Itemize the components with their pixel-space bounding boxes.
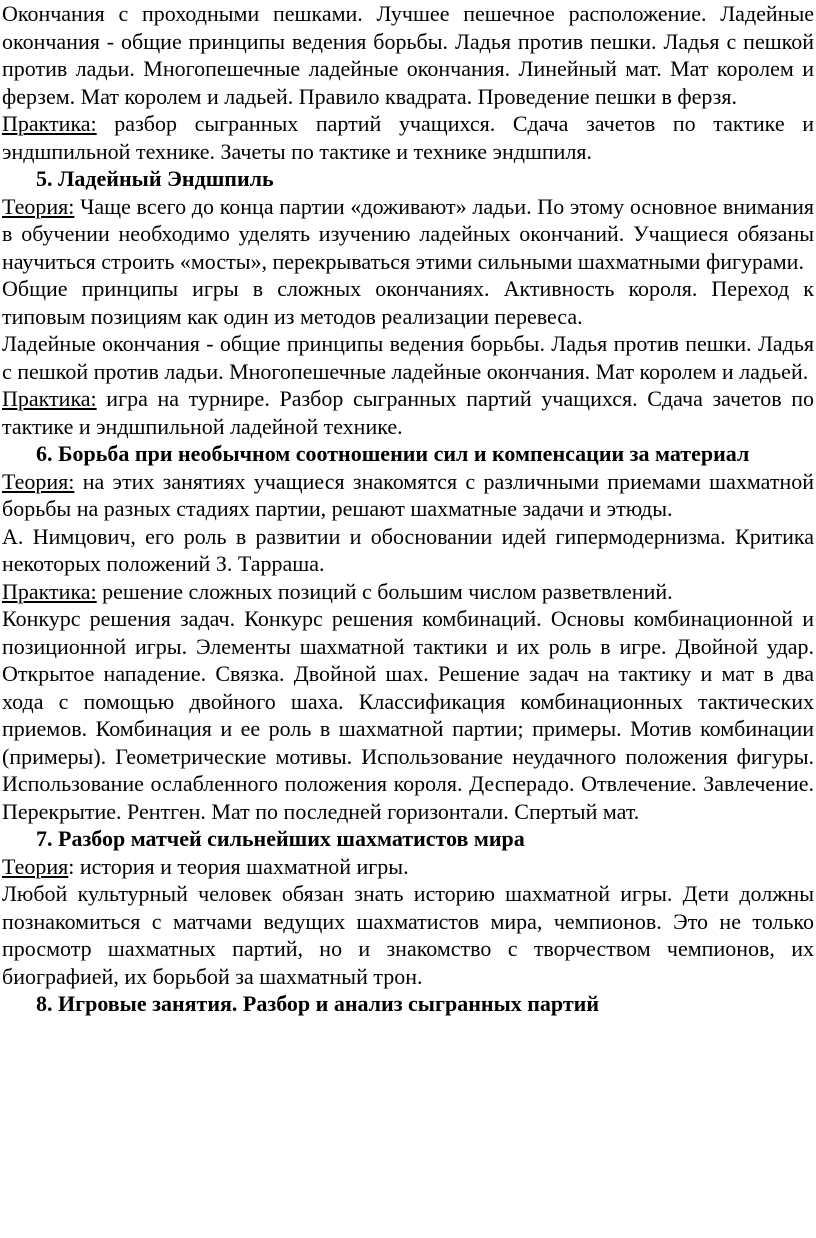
paragraph-practice-5 <box>2 385 814 440</box>
theory-text: на этих занятиях учащиеся знакомятся с различными приемами шахматной борьбы на разных стадиях партии, решают шахматные задачи и этюды. <box>2 468 814 521</box>
paragraph-combinations: Конкурс решения задач. Конкурс решения комбинаций. Основы комбинационной и позиционной игры. Элементы шахматной тактики и их роль в игре. Двойной удар. Открытое нападение. Связка. Двойной шах. Решение задач на тактику и мат в два хода с помощью двойного шаха. Классификация комбинационных тактических приемов. Комбинация и ее роль в шахматной партии; примеры. Мотив комбинации (примеры). Геометрические мотивы. Использование неудачного положения фигуры. Использование ослабленного положения короля. Десперадо. Отвлечение. Завлечение. Перекрытие. Рентген. Мат по последней горизонтали. Спертый мат. <box>2 606 814 824</box>
theory-label: Теория: <box>2 468 75 494</box>
theory-label: Теория <box>2 853 69 879</box>
paragraph-rook-endings: Ладейные окончания - общие принципы ведения борьбы. Ладья против пешки. Ладья с пешкой против ладьи. Многопешечные ладейные окончания. Мат королем и ладьей. <box>2 331 814 384</box>
practice-text: разбор сыгранных партий учащихся. Сдача зачетов по тактике и эндшпильной технике. Зачеты по тактике и технике эндшпиля. <box>2 111 814 164</box>
paragraph-theory-5 <box>2 193 814 276</box>
paragraph-practice-1 <box>2 110 814 165</box>
practice-label: Практика: <box>2 578 97 604</box>
paragraph-chess-history: Любой культурный человек обязан знать историю шахматной игры. Дети должны познакомиться с матчами ведущих шахматистов мира, чемпионов. Это не только просмотр шахматных партий, но и знакомство с творчеством чемпионов, их биографией, их борьбой за шахматный трон. <box>2 881 814 989</box>
practice-label: Практика: <box>2 111 97 136</box>
paragraph-general-principles: Общие принципы игры в сложных окончаниях. Активность короля. Переход к типовым позициям как один из методов реализации перевеса. <box>2 276 814 329</box>
section-heading-5: 5. Ладейный Эндшпиль <box>36 166 274 191</box>
section-heading-6: 6. Борьба при необычном соотношении сил и компенсации за материал <box>36 441 750 466</box>
section-heading-7: 7. Разбор матчей сильнейших шахматистов мира <box>36 826 525 851</box>
section-heading-8: 8. Игровые занятия. Разбор и анализ сыгранных партий <box>36 991 600 1016</box>
paragraph-practice-6 <box>2 578 814 606</box>
paragraph-nimzowitsch: А. Нимцович, его роль в развитии и обосновании идей гипермодернизма. Критика некоторых положений З. Тарраша. <box>2 523 814 576</box>
practice-label: Практика: <box>2 386 97 411</box>
practice-text: игра на турнире. Разбор сыгранных партий учащихся. Сдача зачетов по тактике и эндшпильной ладейной технике. <box>2 386 814 439</box>
paragraph-theory-7 <box>2 853 814 881</box>
paragraph-theory-6 <box>2 468 814 523</box>
theory-text: : история и теория шахматной игры. <box>68 853 409 879</box>
practice-text: решение сложных позиций с большим числом разветвлений. <box>96 578 673 604</box>
paragraph-endings-intro: Окончания с проходными пешками. Лучшее пешечное расположение. Ладейные окончания - общие принципы ведения борьбы. Ладья против пешки. Ладья с пешкой против ладьи. Многопешечные ладейные окончания. Линейный мат. Мат королем и ферзем. Мат королем и ладьей. Правило квадрата. Проведение пешки в ферзя. <box>2 1 814 109</box>
theory-label: Теория: <box>2 193 75 219</box>
theory-text: Чаще всего до конца партии «доживают» ладьи. По этому основное внимания в обучении необходимо уделять изучению ладейных окончаний. Учащиеся обязаны научиться строить «мосты», перекрываться этими сильными шахматными фигурами. <box>2 193 814 274</box>
